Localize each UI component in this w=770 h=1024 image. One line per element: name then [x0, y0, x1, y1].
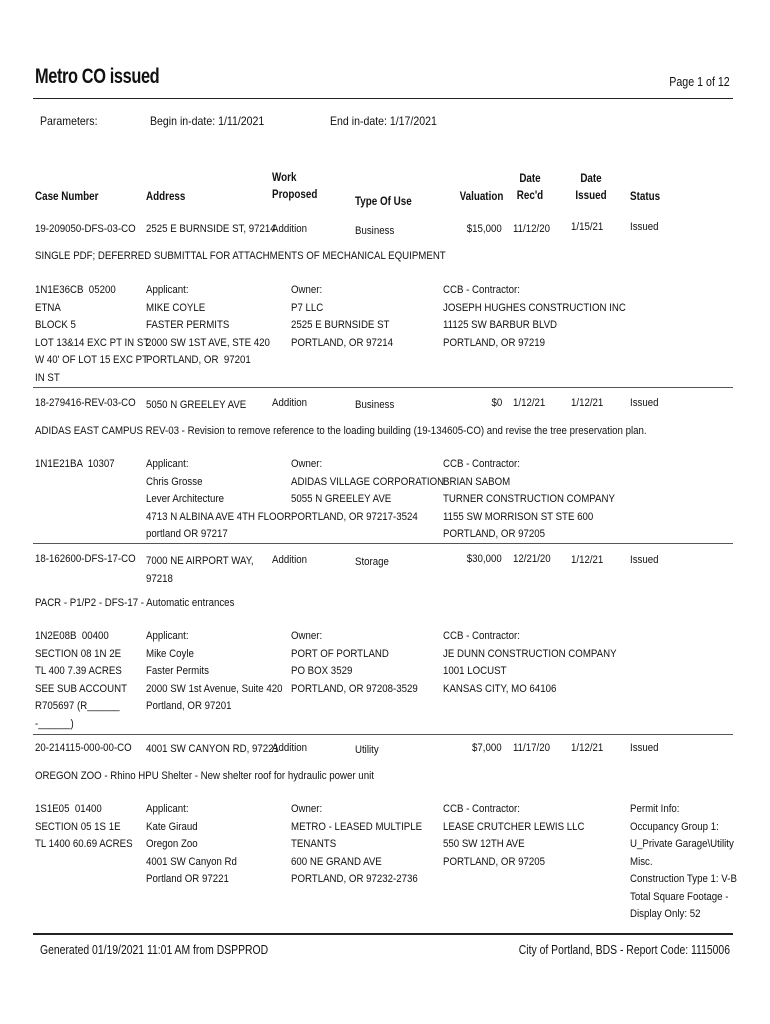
contractor-info: CCB - Contractor: BRIAN SABOM TURNER CONSTRUCTION COMPANY 1155 SW MORRISON ST STE 600 PORTLAND, OR 97205 — [443, 458, 615, 540]
col-date-issued: Date Issued — [575, 171, 607, 202]
status: Issued — [630, 397, 659, 409]
record-divider — [33, 734, 733, 735]
end-date: End in-date: 1/17/2021 — [330, 114, 437, 128]
contractor-info: CCB - Contractor: JE DUNN CONSTRUCTION COMPANY 1001 LOCUST KANSAS CITY, MO 64106 — [443, 630, 617, 695]
col-type-of-use: Type Of Use — [355, 194, 412, 208]
valuation: $15,000 — [467, 223, 502, 235]
case-number: 18-279416-REV-03-CO — [35, 397, 136, 409]
page-number: Page 1 of 12 — [669, 74, 730, 89]
type-of-use: Business — [355, 225, 395, 237]
report-source: City of Portland, BDS - Report Code: 1115006 — [518, 942, 730, 957]
work-proposed: Addition — [272, 223, 307, 235]
address: 7000 NE AIRPORT WAY, 97218 — [146, 555, 254, 585]
applicant-info: Applicant: Mike Coyle Faster Permits 2000 SW 1st Avenue, Suite 420 Portland, OR 97201 — [146, 630, 283, 712]
work-proposed: Addition — [272, 397, 307, 409]
col-case-number: Case Number — [35, 189, 99, 203]
address: 5050 N GREELEY AVE — [146, 399, 247, 411]
contractor-info: CCB - Contractor: LEASE CRUTCHER LEWIS LLC 550 SW 12TH AVE PORTLAND, OR 97205 — [443, 803, 585, 868]
case-number: 19-209050-DFS-03-CO — [35, 223, 136, 235]
col-status: Status — [630, 189, 661, 203]
generated-timestamp: Generated 01/19/2021 11:01 AM from DSPPROD — [40, 942, 269, 957]
applicant-info: Applicant: Chris Grosse Lever Architecture 4713 N ALBINA AVE 4TH FLOOR portland OR 97217 — [146, 458, 292, 540]
record-divider — [33, 543, 733, 544]
case-number: 18-162600-DFS-17-CO — [35, 553, 136, 565]
begin-date: Begin in-date: 1/11/2021 — [150, 114, 265, 128]
date-issued: 1/15/21 — [571, 221, 604, 233]
status: Issued — [630, 554, 659, 566]
parameters-label: Parameters: — [40, 114, 98, 128]
legal-description: 1S1E05 01400 SECTION 05 1S 1E TL 1400 60.69 ACRES — [35, 803, 133, 850]
owner-info: Owner: PORT OF PORTLAND PO BOX 3529 PORTLAND, OR 97208-3529 — [291, 630, 418, 695]
status: Issued — [630, 221, 659, 233]
owner-info: Owner: METRO - LEASED MULTIPLE TENANTS 600 NE GRAND AVE PORTLAND, OR 97232-2736 — [291, 803, 423, 885]
type-of-use: Storage — [355, 556, 389, 568]
type-of-use: Utility — [355, 744, 379, 756]
work-description: OREGON ZOO - Rhino HPU Shelter - New shelter roof for hydraulic power unit — [35, 770, 374, 782]
type-of-use: Business — [355, 399, 395, 411]
date-recd: 1/12/21 — [513, 397, 546, 409]
owner-info: Owner: P7 LLC 2525 E BURNSIDE ST PORTLAND, OR 97214 — [291, 284, 394, 349]
legal-description: 1N2E08B 00400 SECTION 08 1N 2E TL 400 7.39 ACRES SEE SUB ACCOUNT R705697 (R______ -______) — [35, 630, 127, 730]
valuation: $0 — [491, 397, 502, 409]
applicant-info: Applicant: MIKE COYLE FASTER PERMITS 2000 SW 1ST AVE, STE 420 PORTLAND, OR 97201 — [146, 284, 270, 366]
date-issued: 1/12/21 — [571, 554, 604, 566]
date-recd: 11/12/20 — [513, 223, 550, 235]
work-proposed: Addition — [272, 742, 307, 754]
col-work-proposed: Work Proposed — [272, 170, 318, 201]
permit-info: Permit Info: Occupancy Group 1: U_Private Garage\Utility Misc. Construction Type 1: V-B Total Square Footage - Display Only: 52 — [630, 803, 737, 920]
valuation: $30,000 — [467, 553, 502, 565]
col-date-recd: Date Rec'd — [516, 171, 544, 202]
address: 2525 E BURNSIDE ST, 97214 — [146, 223, 276, 235]
title-divider — [33, 98, 733, 99]
owner-info: Owner: ADIDAS VILLAGE CORPORATION 5055 N GREELEY AVE PORTLAND, OR 97217-3524 — [291, 458, 445, 523]
work-description: PACR - P1/P2 - DFS-17 - Automatic entrances — [35, 597, 235, 609]
work-proposed: Addition — [272, 554, 307, 566]
date-recd: 12/21/20 — [513, 553, 551, 565]
record-divider — [33, 387, 733, 388]
col-valuation: Valuation — [459, 189, 503, 203]
status: Issued — [630, 742, 659, 754]
legal-description: 1N1E36CB 05200 ETNA BLOCK 5 LOT 13&14 EXC PT IN ST W 40' OF LOT 15 EXC PT IN ST — [35, 284, 150, 384]
valuation: $7,000 — [472, 742, 502, 754]
col-address: Address — [146, 189, 186, 203]
date-recd: 11/17/20 — [513, 742, 550, 754]
address: 4001 SW CANYON RD, 97221 — [146, 743, 279, 755]
legal-description: 1N1E21BA 10307 — [35, 458, 115, 470]
contractor-info: CCB - Contractor: JOSEPH HUGHES CONSTRUCTION INC 11125 SW BARBUR BLVD PORTLAND, OR 97219 — [443, 284, 626, 349]
footer-divider — [33, 933, 733, 935]
date-issued: 1/12/21 — [571, 742, 604, 754]
case-number: 20-214115-000-00-CO — [35, 742, 132, 754]
work-description: SINGLE PDF; DEFERRED SUBMITTAL FOR ATTACHMENTS OF MECHANICAL EQUIPMENT — [35, 250, 446, 262]
date-issued: 1/12/21 — [571, 397, 604, 409]
report-title: Metro CO issued — [35, 65, 160, 88]
work-description: ADIDAS EAST CAMPUS REV-03 - Revision to remove reference to the loading building (19-134605-CO) and revise the tree preservation plan. — [35, 425, 647, 437]
applicant-info: Applicant: Kate Giraud Oregon Zoo 4001 SW Canyon Rd Portland OR 97221 — [146, 803, 237, 885]
